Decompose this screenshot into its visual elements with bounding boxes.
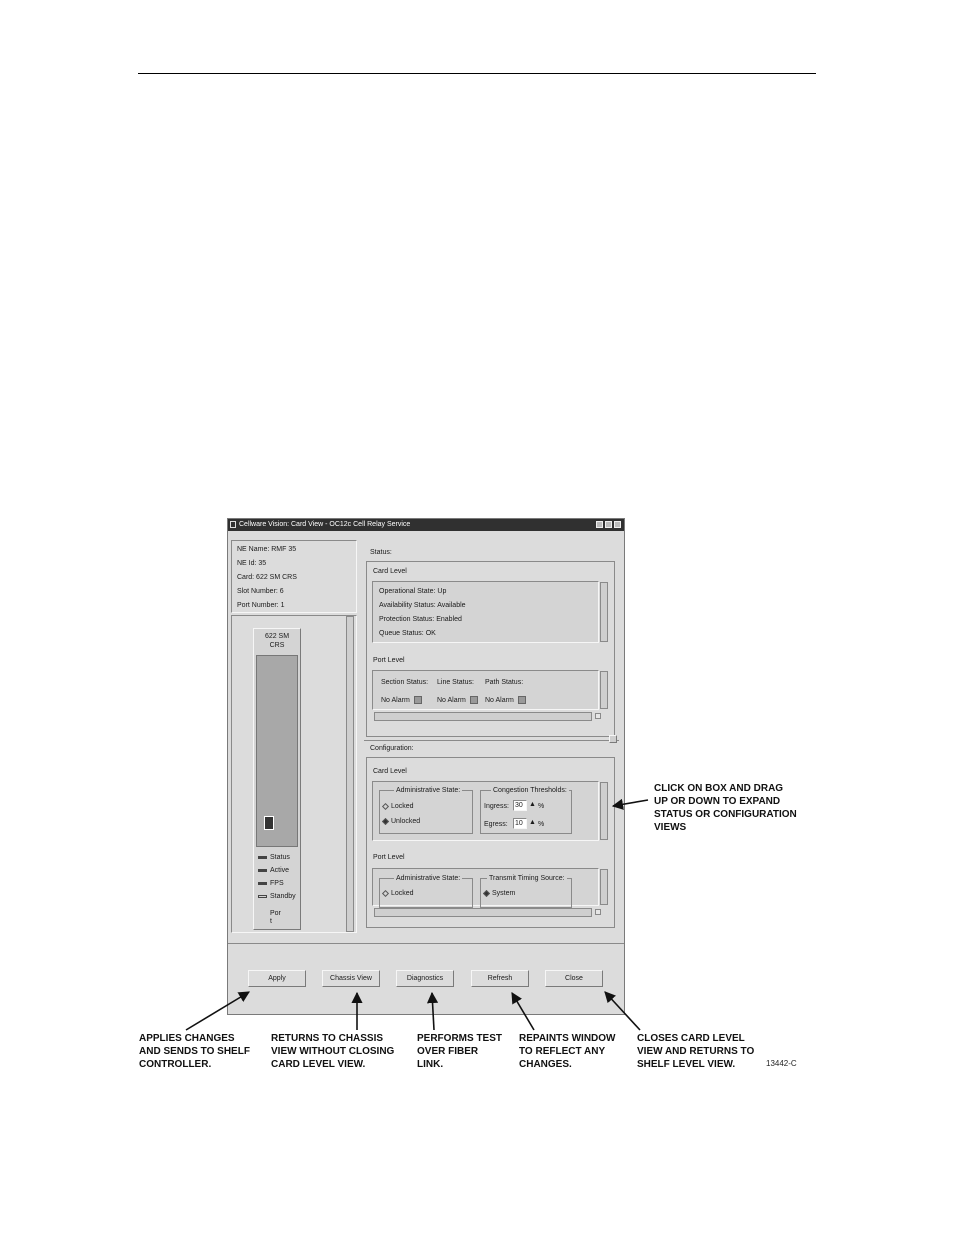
window-title: Cellware Vision: Card View - OC12c Cell Relay Service xyxy=(239,521,411,528)
timing-source-label: Transmit Timing Source: xyxy=(489,875,565,882)
port-admin-state-label: Administrative State: xyxy=(396,875,461,882)
card-label-2: CRS xyxy=(269,642,285,649)
queue-status: Queue Status: OK xyxy=(379,630,436,637)
legend-port-2: t xyxy=(270,918,272,925)
egress-input[interactable]: 10 xyxy=(513,818,527,829)
refresh-button[interactable]: Refresh xyxy=(471,970,529,987)
legend-status: Status xyxy=(258,853,290,862)
legend-fps: FPS xyxy=(258,879,284,888)
ne-id: NE Id: 35 xyxy=(237,560,267,567)
legend-port-1: Por xyxy=(270,910,281,917)
egress-spinner-icon[interactable]: ▲ xyxy=(529,819,536,826)
close-button[interactable]: Close xyxy=(545,970,603,987)
configuration-label: Configuration: xyxy=(370,745,414,752)
status-card-level-label: Card Level xyxy=(373,568,407,575)
congestion-label: Congestion Thresholds: xyxy=(493,787,567,794)
drag-arrow xyxy=(613,800,648,806)
diagnostics-button[interactable]: Diagnostics xyxy=(396,970,454,987)
ingress-spinner-icon[interactable]: ▲ xyxy=(529,801,536,808)
operational-state: Operational State: Up xyxy=(379,588,447,595)
line-status-label: Line Status: xyxy=(437,679,474,686)
admin-option-locked[interactable]: Locked xyxy=(383,802,414,811)
apply-annotation: APPLIES CHANGES AND SENDS TO SHELF CONTROLLER. xyxy=(139,1033,250,1070)
legend-active: Active xyxy=(258,866,289,875)
ingress-unit: % xyxy=(538,803,545,810)
card-label-1: 622 SM xyxy=(264,633,290,640)
drag-annotation: CLICK ON BOX AND DRAG UP OR DOWN TO EXPAND STATUS OR CONFIGURATION VIEWS xyxy=(654,783,797,833)
status-port-level-label: Port Level xyxy=(373,657,405,664)
chassis-annotation: RETURNS TO CHASSIS VIEW WITHOUT CLOSING CARD LEVEL VIEW. xyxy=(271,1033,395,1070)
egress-label: Egress: xyxy=(484,821,508,828)
admin-state-label: Administrative State: xyxy=(396,787,461,794)
path-status-value: No Alarm xyxy=(485,697,514,704)
egress-unit: % xyxy=(538,821,545,828)
section-status-value: No Alarm xyxy=(381,697,410,704)
config-port-level-label: Port Level xyxy=(373,854,405,861)
config-card-level-label: Card Level xyxy=(373,768,407,775)
slot-number: Slot Number: 6 xyxy=(237,588,284,595)
admin-option-unlocked[interactable]: Unlocked xyxy=(383,817,420,826)
section-status-label: Section Status: xyxy=(381,679,429,686)
diagnostics-annotation: PERFORMS TEST OVER FIBER LINK. xyxy=(417,1033,503,1070)
port-number: Port Number: 1 xyxy=(237,602,285,609)
close-arrow xyxy=(605,992,640,1030)
path-status-label: Path Status: xyxy=(485,679,524,686)
ne-name: NE Name: RMF 35 xyxy=(237,546,297,553)
protection-status: Protection Status: Enabled xyxy=(379,616,462,623)
card-name: Card: 622 SM CRS xyxy=(237,574,297,581)
chassis-view-button[interactable]: Chassis View xyxy=(322,970,380,987)
close-annotation: CLOSES CARD LEVEL VIEW AND RETURNS TO SHELF LEVEL VIEW. xyxy=(637,1033,755,1070)
availability-status: Availability Status: Available xyxy=(379,602,466,609)
diagnostics-arrow xyxy=(432,993,434,1030)
ingress-input[interactable]: 30 xyxy=(513,800,527,811)
figure-id: 13442-C xyxy=(766,1059,797,1068)
refresh-annotation: REPAINTS WINDOW TO REFLECT ANY CHANGES. xyxy=(519,1033,616,1070)
status-label: Status: xyxy=(370,549,392,556)
timing-option-system[interactable]: System xyxy=(484,889,515,898)
port-admin-option-locked[interactable]: Locked xyxy=(383,889,414,898)
legend-standby: Standby xyxy=(258,892,296,901)
line-status-value: No Alarm xyxy=(437,697,466,704)
refresh-arrow xyxy=(512,993,534,1030)
ingress-label: Ingress: xyxy=(484,803,509,810)
apply-arrow xyxy=(186,992,249,1030)
apply-button[interactable]: Apply xyxy=(248,970,306,987)
